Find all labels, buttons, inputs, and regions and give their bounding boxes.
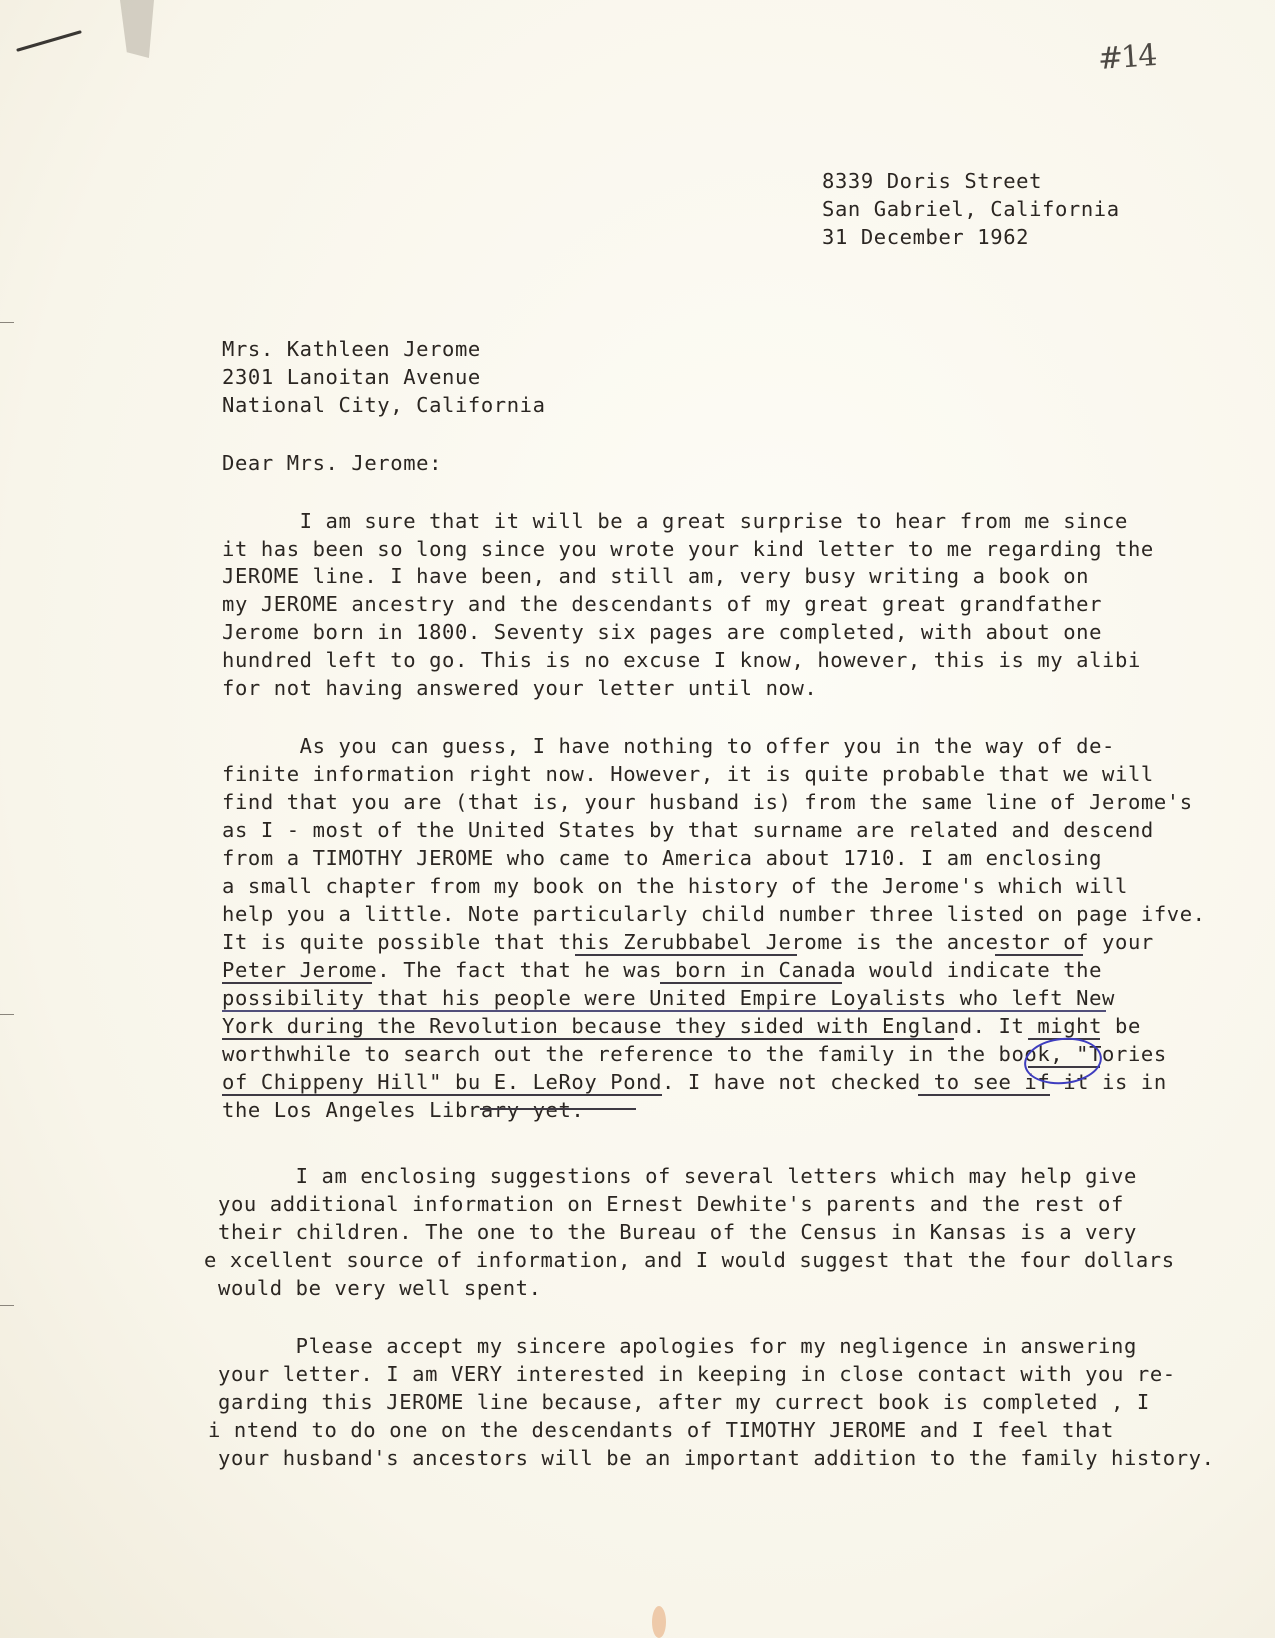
- text-line: Please accept my sincere apologies for my negligence in answering: [218, 1334, 1137, 1358]
- text-line: as I - most of the United States by that surname are related and descend: [222, 818, 1154, 842]
- recipient-city: National City, California: [222, 393, 546, 417]
- text-line: Jerome born in 1800. Seventy six pages are completed, with about one: [222, 620, 1103, 644]
- text-line: finite information right now. However, it is quite probable that we will: [222, 762, 1154, 786]
- letter-date: 31 December 1962: [822, 225, 1030, 249]
- text-line: hundred left to go. This is no excuse I know, however, this is my alibi: [222, 648, 1141, 672]
- edge-mark: [0, 1305, 14, 1306]
- text-line: Peter Jerome. The fact that he was born in Canada would indicate the: [222, 958, 1103, 982]
- pencil-underline: [480, 1108, 636, 1110]
- text-line: you additional information on Ernest Dewhite's parents and the rest of: [218, 1192, 1124, 1216]
- text-line: JEROME line. I have been, and still am, very busy writing a book on: [222, 564, 1090, 588]
- pencil-underline: [995, 954, 1083, 956]
- text-line: it has been so long since you wrote your kind letter to me regarding the: [222, 537, 1154, 561]
- text-line: help you a little. Note particularly child number three listed on page ifve.: [222, 902, 1206, 926]
- text-line: possibility that his people were United Empire Loyalists who left New: [222, 986, 1116, 1010]
- torn-corner: [120, 0, 154, 58]
- text-line: your letter. I am VERY interested in keeping in close contact with you re-: [218, 1362, 1176, 1386]
- text-line: York during the Revolution because they sided with England. It might be: [222, 1014, 1141, 1038]
- sender-street: 8339 Doris Street: [822, 169, 1043, 193]
- text-line: my JEROME ancestry and the descendants of my great great grandfather: [222, 592, 1103, 616]
- edge-mark: [0, 1014, 14, 1015]
- text-line: worthwhile to search out the reference to the family in the book, "Tories: [222, 1042, 1167, 1066]
- text-line: I am sure that it will be a great surprise to hear from me since: [222, 509, 1128, 533]
- pencil-underline: [222, 1094, 662, 1096]
- text-line: from a TIMOTHY JEROME who came to America about 1710. I am enclosing: [222, 846, 1103, 870]
- pencil-underline: [918, 1094, 1050, 1096]
- edge-mark: [0, 322, 14, 323]
- pencil-underline: [660, 982, 842, 984]
- pencil-underline: [222, 982, 372, 984]
- text-line: garding this JEROME line because, after my currect book is completed , I: [218, 1390, 1150, 1414]
- pencil-underline: [575, 954, 797, 956]
- text-line: for not having answered your letter until now.: [222, 676, 818, 700]
- text-line: of Chippeny Hill" bu E. LeRoy Pond. I have not checked to see if it is in: [222, 1070, 1167, 1094]
- text-line: find that you are (that is, your husband is) from the same line of Jerome's: [222, 790, 1193, 814]
- text-line: the Los Angeles Library yet.: [222, 1098, 585, 1122]
- text-line: e xcellent source of information, and I would suggest that the four dollars: [204, 1248, 1175, 1272]
- salutation: Dear Mrs. Jerome:: [222, 451, 443, 475]
- sender-city: San Gabriel, California: [822, 197, 1120, 221]
- pencil-underline: [222, 1038, 954, 1040]
- recipient-name: Mrs. Kathleen Jerome: [222, 337, 481, 361]
- pencil-mark: [16, 30, 82, 52]
- handwritten-page-number: #14: [1096, 38, 1157, 77]
- text-line: As you can guess, I have nothing to offer you in the way of de-: [222, 734, 1116, 758]
- text-line: their children. The one to the Bureau of the Census in Kansas is a very: [218, 1220, 1137, 1244]
- text-line: would be very well spent.: [218, 1276, 542, 1300]
- text-line: i ntend to do one on the descendants of TIMOTHY JEROME and I feel that: [208, 1418, 1114, 1442]
- text-line: I am enclosing suggestions of several letters which may help give: [218, 1164, 1137, 1188]
- text-line: It is quite possible that this Zerubbabel Jerome is the ancestor of your: [222, 930, 1154, 954]
- text-line: your husband's ancestors will be an important addition to the family history.: [218, 1446, 1215, 1470]
- recipient-street: 2301 Lanoitan Avenue: [222, 365, 481, 389]
- paper-stain: [652, 1606, 666, 1638]
- pen-underline: [222, 1010, 1106, 1012]
- text-line: a small chapter from my book on the history of the Jerome's which will: [222, 874, 1128, 898]
